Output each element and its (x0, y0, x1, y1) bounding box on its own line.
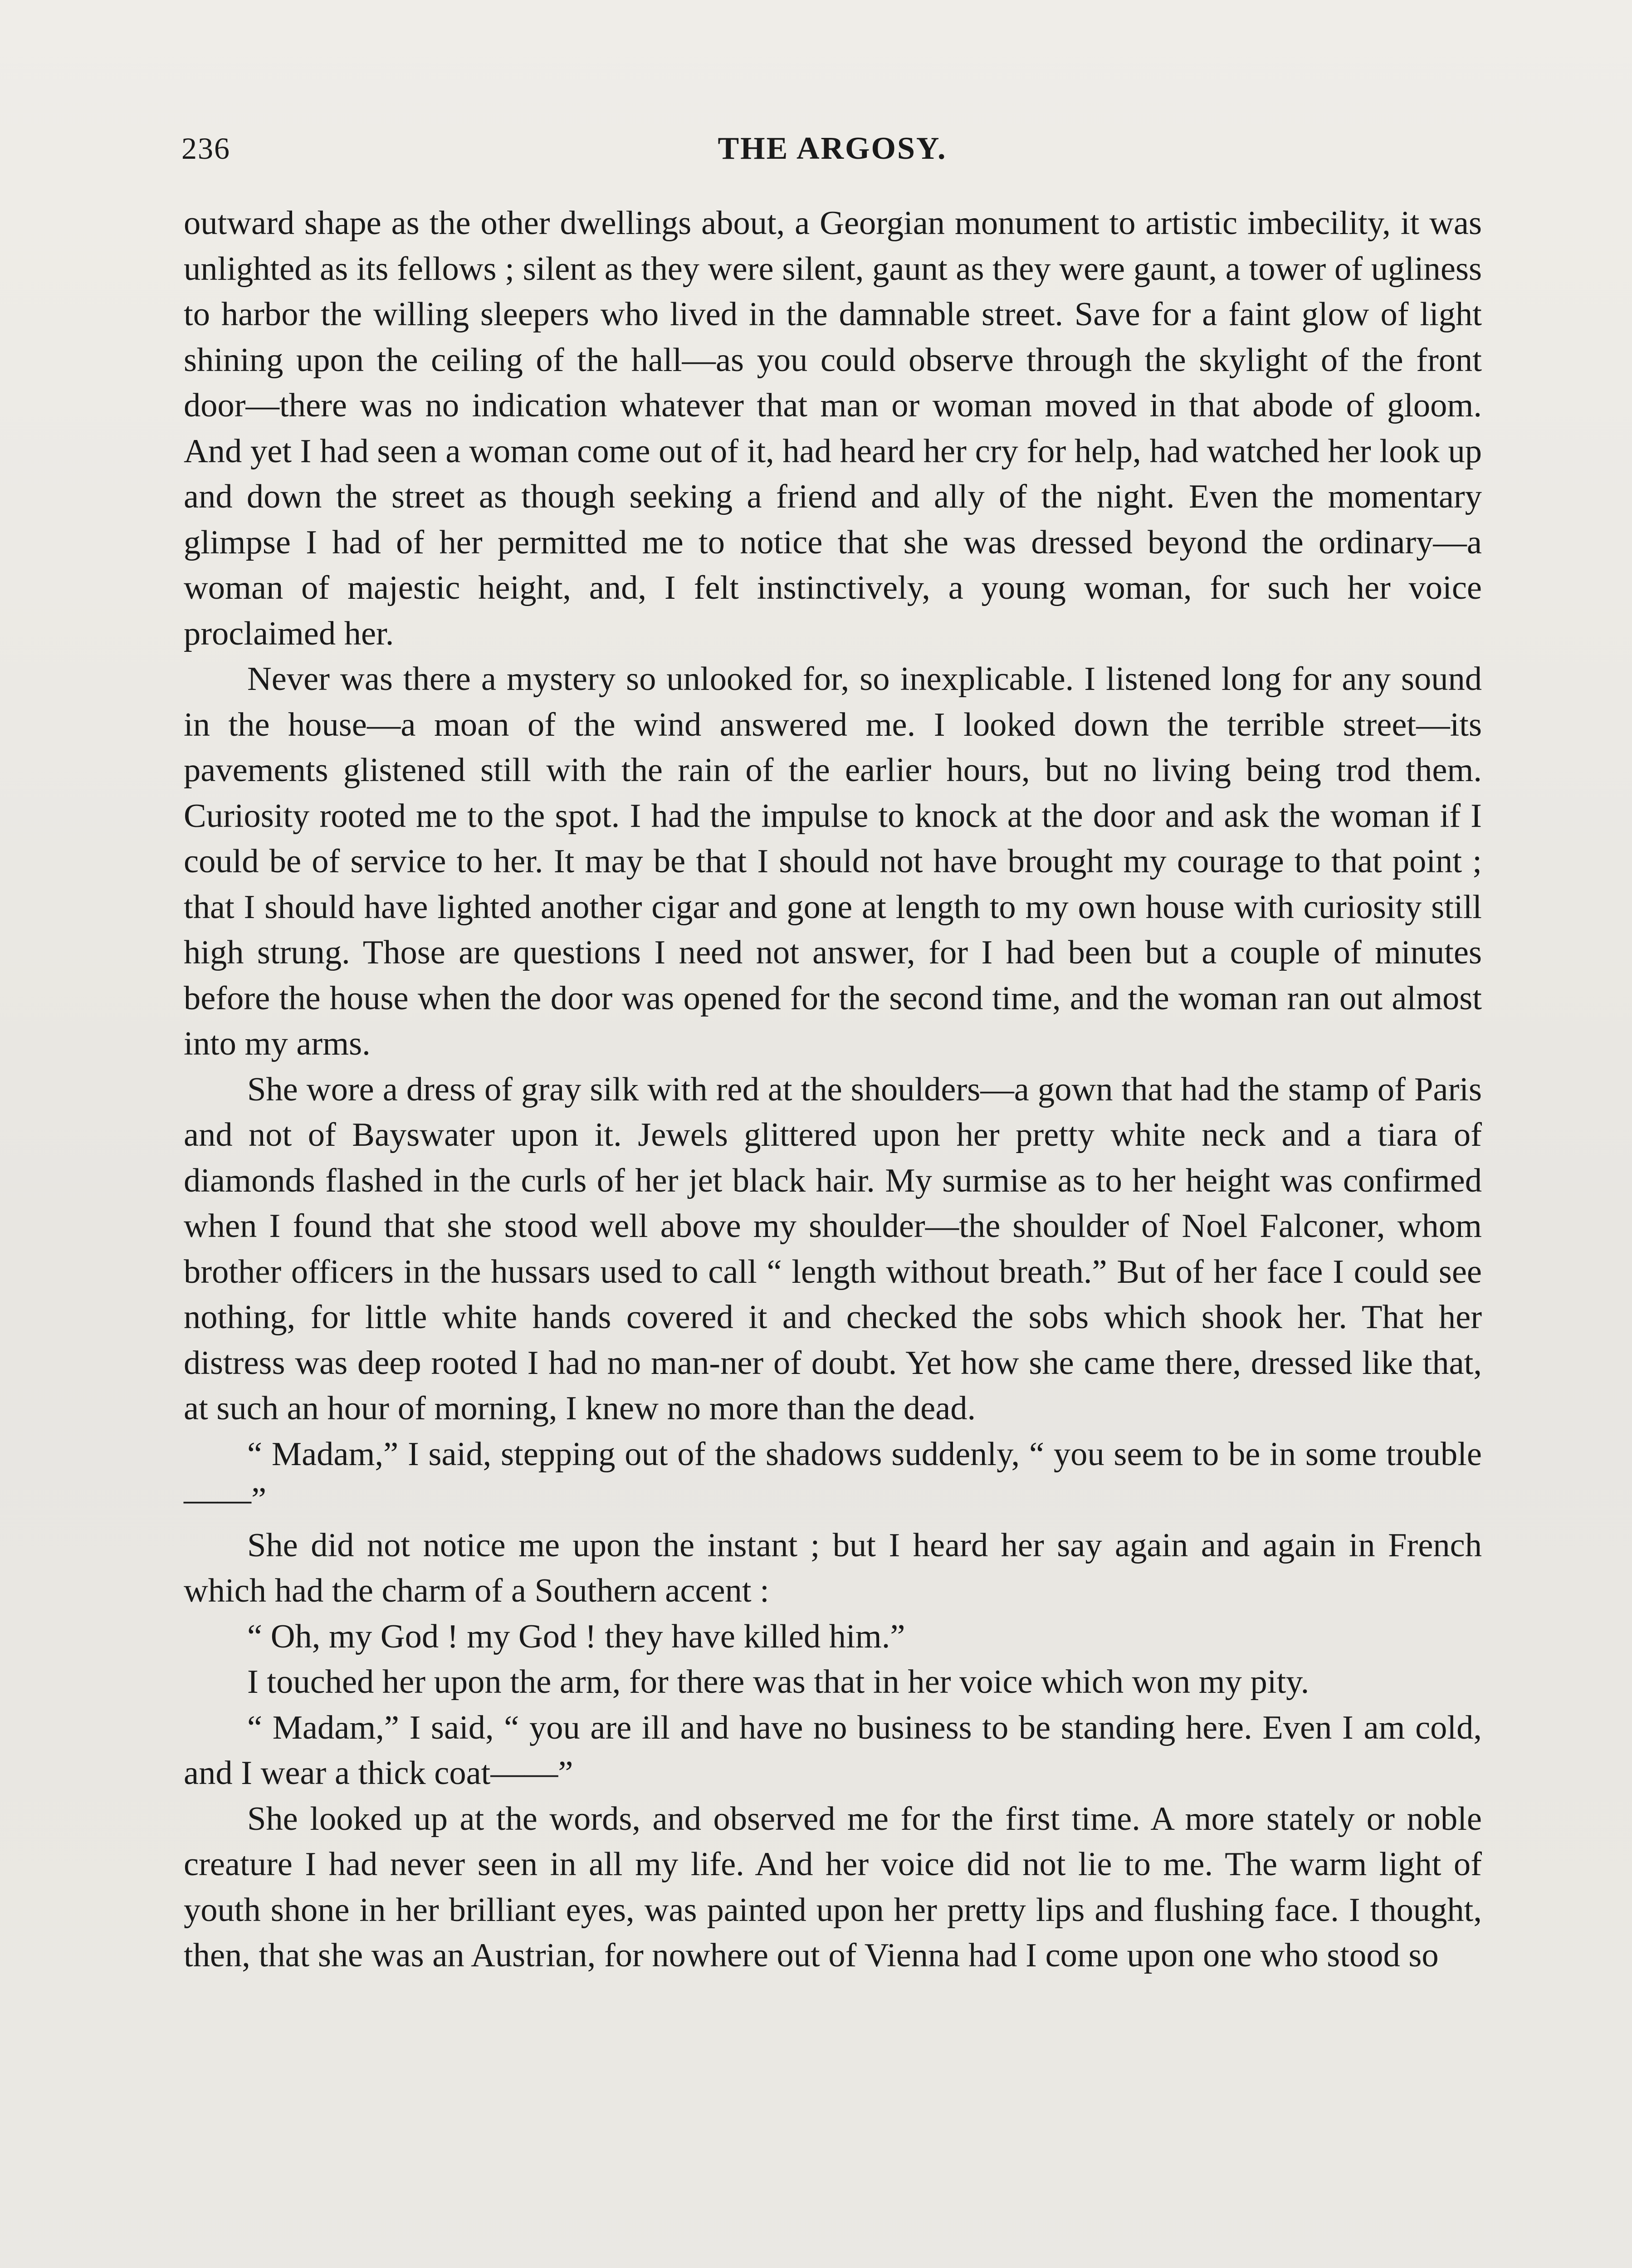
running-title: THE ARGOSY. (718, 131, 947, 166)
page-header (181, 131, 1483, 181)
paragraph-7: I touched her upon the arm, for there was that in her voice which won my pity. (247, 1663, 1310, 1701)
paragraph-6: “ Oh, my God ! my God ! they have killed him.” (247, 1618, 905, 1655)
paragraph-9: She looked up at the words, and observed me for the first time. A more stately or noble creature I had never seen in all my life. And her voice did not lie to me. The warm light of youth shone in her brilliant eyes, was painted upon her pretty lips and flushing face. I thought, then, that she was an Austrian, for nowhere out of Vienna had I come upon one who stood so (184, 1800, 1482, 1974)
paragraph-8: “ Madam,” I said, “ you are ill and have no business to be standing here. Even I am cold, and I wear a thick coat——” (184, 1709, 1482, 1792)
paragraph-4: “ Madam,” I said, stepping out of the shadows suddenly, “ you seem to be in some trouble——” (184, 1435, 1482, 1518)
paragraph-5: She did not notice me upon the instant ; but I heard her say again and again in French which had the charm of a Southern accent : (184, 1526, 1482, 1609)
article-body (184, 200, 1482, 1979)
paragraph-1: outward shape as the other dwellings about, a Georgian monument to artistic imbecility, it was unlighted as its fellows ; silent as they were silent, gaunt as they were gaunt, a tower of ugliness to harbor the willing sleepers who lived in the damnable street. Save for a faint glow of light shining upon the ceiling of the hall—as you could observe through the skylight of the front door—there was no indication whatever that man or woman moved in that abode of gloom. And yet I had seen a woman come out of it, had heard her cry for help, had watched her look up and down the street as though seeking a friend and ally of the night. Even the momentary glimpse I had of her permitted me to notice that she was dressed beyond the ordinary—a woman of majestic height, and, I felt instinctively, a young woman, for such her voice proclaimed her. (184, 205, 1482, 652)
page-number: 236 (181, 131, 230, 166)
paragraph-2: Never was there a mystery so unlooked for, so inexplicable. I listened long for any sound in the house—a moan of the wind answered me. I looked down the terrible street—its pavements glistened still with the rain of the earlier hours, but no living being trod them. Curiosity rooted me to the spot. I had the impulse to knock at the door and ask the woman if I could be of service to her. It may be that I should not have brought my courage to that point ; that I should have lighted another cigar and gone at length to my own house with curiosity still high strung. Those are questions I need not answer, for I had been but a couple of minutes before the house when the door was opened for the second time, and the woman ran out almost into my arms. (184, 660, 1482, 1062)
paragraph-3: She wore a dress of gray silk with red at the shoulders—a gown that had the stamp of Paris and not of Bayswater upon it. Jewels glittered upon her pretty white neck and a tiara of diamonds flashed in the curls of her jet black hair. My surmise as to her height was confirmed when I found that she stood well above my shoulder—the shoulder of Noel Falconer, whom brother officers in the hussars used to call “ length without breath.” But of her face I could see nothing, for little white hands covered it and checked the sobs which shook her. That her distress was deep rooted I had no man-ner of doubt. Yet how she came there, dressed like that, at such an hour of morning, I knew no more than the dead. (184, 1070, 1482, 1427)
